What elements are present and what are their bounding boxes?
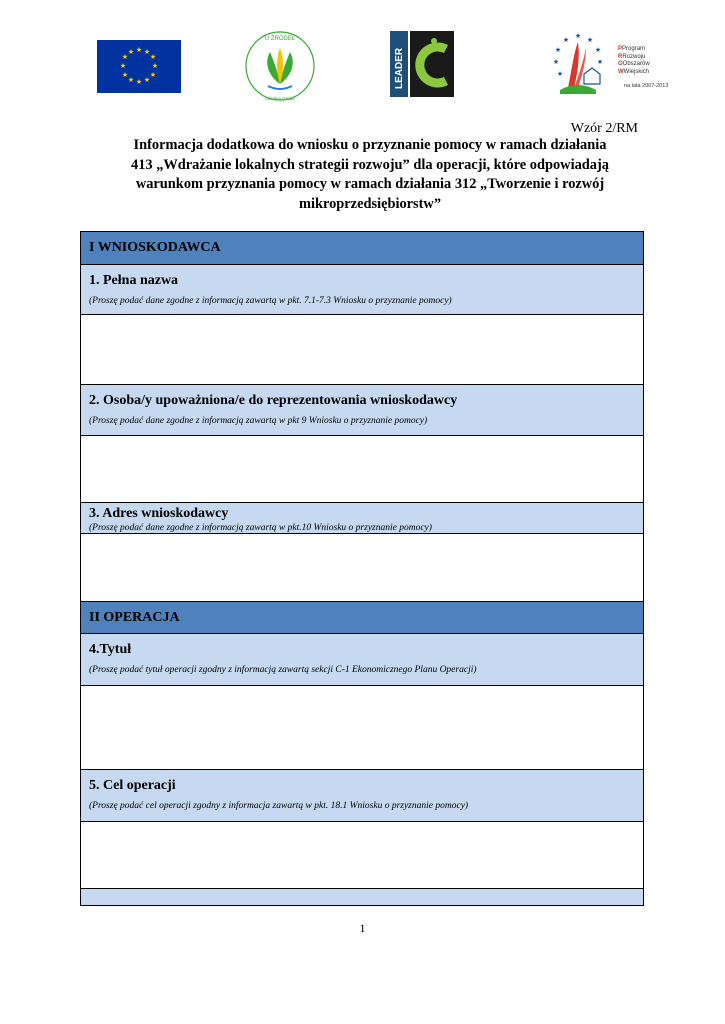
svg-text:★: ★ <box>151 62 159 70</box>
page-number: 1 <box>359 921 366 935</box>
svg-text:★: ★ <box>143 76 151 84</box>
leader-logo <box>390 29 454 99</box>
eu-flag-logo <box>97 40 181 93</box>
svg-text:★: ★ <box>594 46 602 54</box>
svg-text:★: ★ <box>127 48 135 56</box>
svg-text:★: ★ <box>574 32 582 40</box>
svg-text:LEADER: LEADER <box>394 47 405 89</box>
svg-text:★: ★ <box>149 53 157 61</box>
svg-text:★: ★ <box>121 71 129 79</box>
svg-text:U ŹRÓDEŁ: U ŹRÓDEŁ <box>264 36 296 42</box>
prow-logo <box>538 28 678 100</box>
svg-text:★: ★ <box>552 58 560 66</box>
svg-text:★: ★ <box>119 62 127 70</box>
form-template-code: Wzór 2/RM <box>570 121 638 136</box>
address-input-area[interactable] <box>81 533 643 601</box>
svg-text:★: ★ <box>121 53 129 61</box>
field-header-full-name: 1. Pełna nazwa (Proszę podać dane zgodne z informacją zawartą w pkt. 7.1-7.3 Wniosku o przyznanie pomocy) <box>81 264 643 314</box>
svg-text:★: ★ <box>135 46 143 54</box>
svg-text:★: ★ <box>149 71 157 79</box>
full-name-input-area[interactable] <box>81 314 643 384</box>
operation-goal-input-area[interactable] <box>81 821 643 888</box>
prow-name: PProgram RRozwoju OObszarów WWiejskich <box>618 46 650 75</box>
title-input-area[interactable] <box>81 685 643 769</box>
field-header-representative: 2. Osoba/y upoważniona/e do reprezentowania wnioskodawcy (Proszę podać dane zgodne z informacją zawartą w pkt 9 Wniosku o przyznanie pomocy) <box>81 384 643 435</box>
table-footer-row <box>81 888 643 905</box>
svg-text:★: ★ <box>562 36 570 44</box>
lgd-u-zrodel-logo <box>240 28 320 104</box>
svg-text:★: ★ <box>135 78 143 86</box>
svg-text:★: ★ <box>143 48 151 56</box>
svg-text:★: ★ <box>596 58 604 66</box>
section-header-operation: II OPERACJA <box>81 601 643 633</box>
logo-bar <box>0 26 725 106</box>
field-header-title: 4.Tytuł (Proszę podać tytuł operacji zgodny z informacją zawartą sekcji C-1 Ekonomicznego Planu Operacji) <box>81 633 643 685</box>
representative-input-area[interactable] <box>81 435 643 502</box>
application-form-table <box>80 231 644 906</box>
svg-text:★: ★ <box>127 76 135 84</box>
section-header-applicant: I WNIOSKODAWCA <box>81 232 643 264</box>
field-header-operation-goal: 5. Cel operacji (Proszę podać cel operacji zgodny z informacja zawartą w pkt. 18.1 Wniosku o przyznanie pomocy) <box>81 769 643 821</box>
field-header-address: 3. Adres wnioskodawcy (Proszę podać dane zgodne z informacją zawartą w pkt.10 Wniosku o przyznanie pomocy) <box>81 502 643 533</box>
eu-stars-icon <box>97 40 181 93</box>
svg-text:Lokalna Grupa: Lokalna Grupa <box>265 96 295 101</box>
svg-text:★: ★ <box>556 70 564 78</box>
document-title: Informacja dodatkowa do wniosku o przyznanie pomocy w ramach działania 413 „Wdrażanie lokalnych strategii rozwoju” dla operacji, które odpowiadają warunkom przyznania pomocy w ramach działania 312 „Tworzenie i rozwój mikroprzedsiębiorstw” <box>131 137 609 212</box>
prow-years: na lata 2007-2013 <box>624 83 669 89</box>
svg-text:★: ★ <box>554 46 562 54</box>
svg-text:★: ★ <box>586 36 594 44</box>
